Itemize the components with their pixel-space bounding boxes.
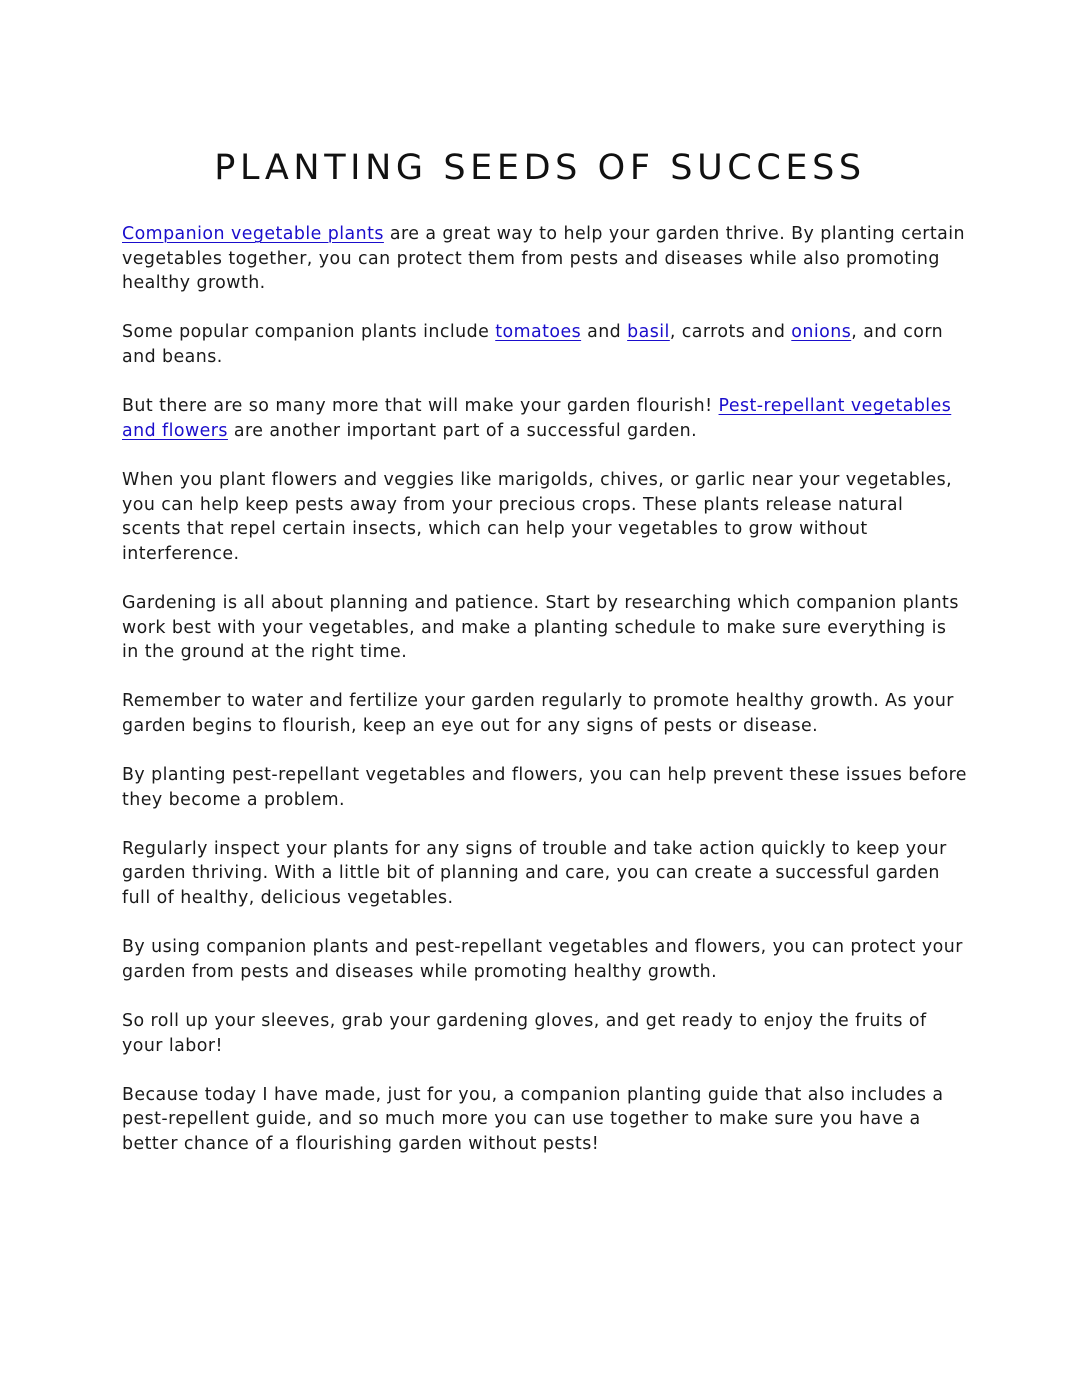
paragraph-text: Some popular companion plants include: [122, 322, 496, 343]
paragraph-water-fertilize: Remember to water and fertilize your garden regularly to promote healthy growth. As your garden begins to flourish, keep an eye out for any signs of pests or disease.: [122, 691, 954, 736]
paragraph-text: , and corn and beans.: [122, 322, 944, 367]
paragraph-roll-up-sleeves: So roll up your sleeves, grab your gardening gloves, and get ready to enjoy the fruits of your labor!: [122, 1011, 927, 1056]
paragraph-inspect: Regularly inspect your plants for any signs of trouble and take action quickly to keep your garden thriving. With a little bit of planning and care, you can create a successful garden full of healthy, delicious vegetables.: [122, 838, 947, 909]
link-companion-vegetable-plants[interactable]: Companion vegetable plants: [122, 224, 384, 244]
paragraph-protect: By using companion plants and pest-repellant vegetables and flowers, you can protect your garden from pests and diseases while promoting healthy growth.: [122, 937, 963, 982]
article-body: [122, 222, 967, 1181]
paragraph-text: and: [581, 322, 628, 343]
paragraph-text: , carrots and: [669, 322, 792, 343]
paragraph-pest-repellant: [122, 394, 967, 443]
page-title: PLANTING SEEDS OF SUCCESS: [214, 148, 866, 188]
paragraph-guide-intro: Because today I have made, just for you, a companion planting guide that also includes a pest-repellent guide, and so much more you can use together to make sure you have a better chance of a flourishing garden without pests!: [122, 1084, 944, 1154]
paragraph-prevent-issues: By planting pest-repellant vegetables and flowers, you can help prevent these issues before they become a problem.: [122, 765, 967, 810]
link-basil[interactable]: basil: [627, 322, 670, 343]
link-onions[interactable]: onions: [791, 322, 852, 343]
paragraph-popular-companions: [122, 320, 967, 369]
paragraph-planning: Gardening is all about planning and patience. Start by researching which companion plants work best with your vegetables, and make a planting schedule to make sure everything is in the ground at the right time.: [122, 592, 959, 663]
paragraph-text: are another important part of a successful garden.: [227, 420, 698, 441]
paragraph-text: are a great way to help your garden thrive. By planting certain vegetables together, you can protect them from pests and diseases while also promoting healthy growth.: [122, 224, 965, 294]
paragraph-text: But there are so many more that will make your garden flourish!: [122, 396, 719, 417]
paragraph-companion-plants: [122, 222, 967, 296]
link-tomatoes[interactable]: tomatoes: [495, 322, 582, 343]
paragraph-marigolds: When you plant flowers and veggies like marigolds, chives, or garlic near your vegetables, you can help keep pests away from your precious crops. These plants release natural scents that repel certain insects, which can help your vegetables to grow without interference.: [122, 469, 953, 564]
link-pest-repellant-vegetables[interactable]: Pest-repellant vegetables and flowers: [122, 396, 952, 441]
